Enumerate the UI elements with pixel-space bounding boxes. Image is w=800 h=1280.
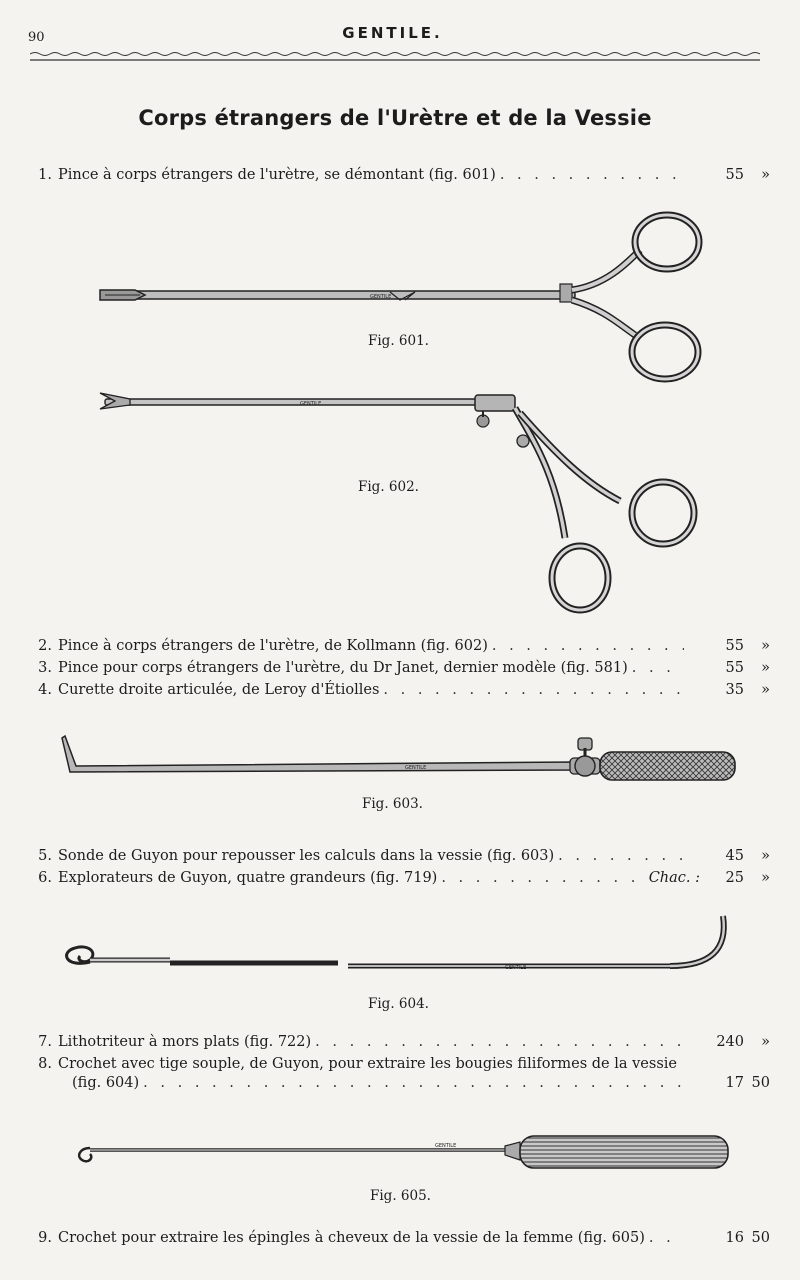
svg-text:GENTILE: GENTILE xyxy=(435,1143,457,1149)
item-text: Lithotriteur à mors plats (fig. 722) xyxy=(58,1034,312,1050)
dot-leader xyxy=(383,682,684,698)
list-item xyxy=(30,848,770,864)
item-price: 17 xyxy=(725,1075,744,1091)
item-currency: 50 xyxy=(751,1230,770,1246)
list-item-continuation xyxy=(72,1075,770,1091)
page-title: Corps étrangers de l'Urètre et de la Vessie xyxy=(138,106,652,130)
item-price: 240 xyxy=(716,1034,744,1050)
item-number: 5. xyxy=(38,848,52,864)
list-item xyxy=(30,660,770,676)
item-currency: » xyxy=(761,167,770,183)
item-text: (fig. 604) xyxy=(72,1075,140,1091)
item-price: 45 xyxy=(725,848,744,864)
item-number: 3. xyxy=(38,660,52,676)
figure-caption: Fig. 602. xyxy=(358,479,419,495)
item-text: Pince à corps étrangers de l'urètre, se démontant (fig. 601) xyxy=(58,167,496,183)
item-text: Pince pour corps étrangers de l'urètre, du Dr Janet, dernier modèle (fig. 581) xyxy=(58,660,628,676)
item-number: 9. xyxy=(38,1230,52,1246)
dot-leader xyxy=(143,1075,684,1091)
svg-text:GENTILE: GENTILE xyxy=(405,765,427,771)
item-price: 55 xyxy=(725,660,744,676)
item-number: 2. xyxy=(38,638,52,654)
item-text: Curette droite articulée, de Leroy d'Étiolles xyxy=(58,682,380,698)
item-currency: 50 xyxy=(751,1075,770,1091)
item-number: 1. xyxy=(38,167,52,183)
item-currency: » xyxy=(761,848,770,864)
item-price: 55 xyxy=(725,638,744,654)
hairpin-hook-illustration xyxy=(70,1128,735,1178)
svg-text:GENTILE: GENTILE xyxy=(370,294,392,300)
list-item xyxy=(30,167,770,183)
item-text: Crochet pour extraire les épingles à cheveux de la vessie de la femme (fig. 605) xyxy=(58,1230,645,1246)
list-item xyxy=(30,638,770,654)
list-item xyxy=(30,1034,770,1050)
item-text: Sonde de Guyon pour repousser les calculs dans la vessie (fig. 603) xyxy=(58,848,555,864)
running-head: GENTILE. xyxy=(342,24,443,42)
item-text: Pince à corps étrangers de l'urètre, de Kollmann (fig. 602) xyxy=(58,638,488,654)
item-number: 6. xyxy=(38,870,52,886)
dot-leader xyxy=(315,1034,684,1050)
dot-leader xyxy=(441,870,644,886)
item-text: Crochet avec tige souple, de Guyon, pour extraire les bougies filiformes de la vessie xyxy=(58,1056,677,1072)
figure-caption: Fig. 601. xyxy=(368,333,429,349)
dot-leader xyxy=(632,660,684,676)
dot-leader xyxy=(649,1230,684,1246)
list-item xyxy=(30,1230,770,1246)
item-text: Explorateurs de Guyon, quatre grandeurs (fig. 719) xyxy=(58,870,438,886)
item-price: 35 xyxy=(725,682,744,698)
item-price: 55 xyxy=(725,167,744,183)
dot-leader xyxy=(500,167,684,183)
dot-leader xyxy=(492,638,684,654)
forceps-ring-handle-illustration xyxy=(95,210,715,390)
figure-caption: Fig. 603. xyxy=(362,796,423,812)
item-price: 25 xyxy=(725,870,744,886)
list-item xyxy=(30,870,770,886)
item-price: 16 xyxy=(725,1230,744,1246)
svg-text:GENTILE: GENTILE xyxy=(505,965,527,971)
item-currency: » xyxy=(761,638,770,654)
item-number: 8. xyxy=(38,1056,52,1072)
figure-caption: Fig. 604. xyxy=(368,996,429,1012)
item-number: 7. xyxy=(38,1034,52,1050)
item-currency: » xyxy=(761,1034,770,1050)
item-number: 4. xyxy=(38,682,52,698)
page-number: 90 xyxy=(28,30,45,45)
item-currency: » xyxy=(761,660,770,676)
angled-forceps-illustration xyxy=(95,383,715,623)
flexible-hook-illustration xyxy=(60,910,740,985)
svg-text:GENTILE: GENTILE xyxy=(300,401,322,407)
item-currency: » xyxy=(761,682,770,698)
dot-leader xyxy=(558,848,684,864)
list-item xyxy=(30,682,770,698)
list-item xyxy=(30,1056,770,1072)
sound-with-knurled-handle-illustration xyxy=(60,728,750,788)
wavy-rule xyxy=(30,50,760,64)
item-currency: » xyxy=(761,870,770,886)
item-note: Chac. : xyxy=(648,870,700,886)
figure-caption: Fig. 605. xyxy=(370,1188,431,1204)
